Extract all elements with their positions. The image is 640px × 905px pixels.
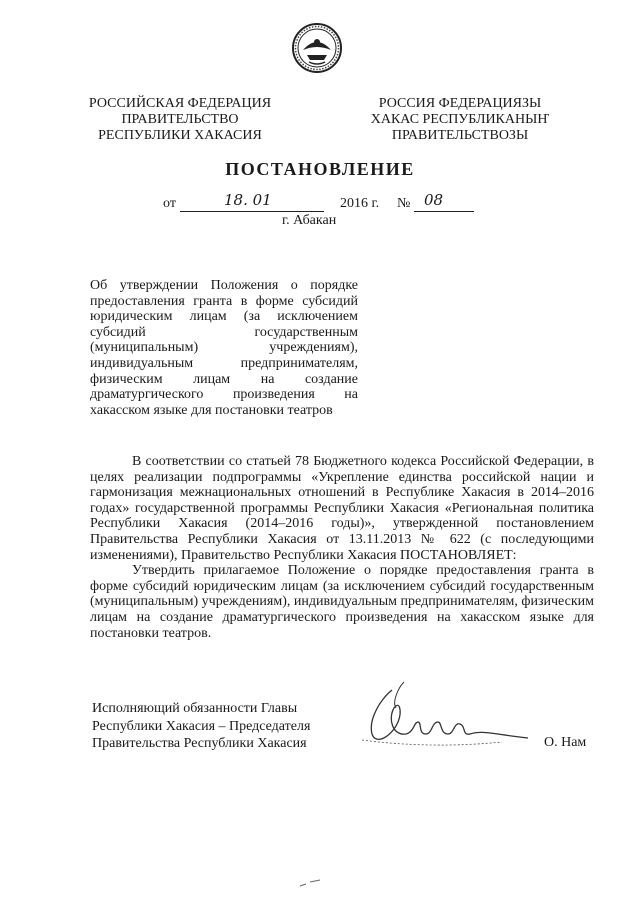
header-left-line: ПРАВИТЕЛЬСТВО <box>121 112 239 127</box>
body-paragraph: Утвердить прилагаемое Положение о порядке предоставления гранта в форме субсидий юридическим лицам (за исключением субсидий государственным (муниципальным) учреждениям), индивидуальным предпринимателям, физическим лицам на создание драматургического произведения на хакасском языке для постановки театров. <box>90 563 594 641</box>
document-title: ПОСТАНОВЛЕНИЕ <box>225 159 415 179</box>
year-label: 2016 г. <box>340 196 380 211</box>
signatory-position <box>92 700 310 753</box>
subject-line: юридическим лицам (за исключением <box>90 309 358 325</box>
date-from-label: от <box>163 196 176 211</box>
signatory-position-line: Правительства Республики Хакасия <box>92 736 307 751</box>
handwritten-signature <box>352 678 532 760</box>
city-label: г. Абакан <box>282 213 337 228</box>
subject-line: драматургического произведения на <box>90 387 358 403</box>
signatory-position-line: Республики Хакасия – Председателя <box>92 718 311 734</box>
body-text <box>90 454 594 641</box>
header-right-line: ПРАВИТЕЛЬСТВОЗЫ <box>391 128 529 143</box>
stray-mark-icon <box>298 876 324 890</box>
emblem-seal-icon <box>291 22 343 74</box>
subject-line: (муниципальным) учреждениям), <box>90 340 358 356</box>
header-left <box>80 96 280 144</box>
subject-line: Об утверждении Положения о порядке <box>90 278 358 293</box>
subject-line: хакасском языке для постановки театров <box>90 402 333 418</box>
header-right-line: РОССИЯ ФЕДЕРАЦИЯЗЫ <box>378 96 542 111</box>
header-left-line: РЕСПУБЛИКИ ХАКАСИЯ <box>98 128 262 143</box>
subject-block <box>90 278 358 418</box>
subject-line: субсидий государственным <box>90 324 358 340</box>
header-left-line: РОССИЙСКАЯ ФЕДЕРАЦИЯ <box>88 96 272 111</box>
number-underline <box>414 193 474 212</box>
subject-line: индивидуальным предпринимателям, <box>90 355 358 371</box>
subject-line: предоставления гранта в форме субсидий <box>90 293 358 309</box>
signatory-name: О. Нам <box>544 735 587 750</box>
header-right <box>360 96 560 144</box>
signatory-position-line: Исполняющий обязанности Главы <box>92 701 298 716</box>
body-paragraph: В соответствии со статьей 78 Бюджетного кодекса Российской Федерации, в целях реализации подпрограммы «Укрепление единства российской нации и гармонизация межнациональных отношений в Республике Хакасия в 2014–2016 годах» государственной программы Республики Хакасия «Региональная политика Республики Хакасия (2014–2016 годы)», утвержденной постановлением Правительства Республики Хакасия от 13.11.2013 № 622 (с последующими изменениями), Правительство Республики Хакасия ПОСТАНОВЛЯЕТ: <box>90 454 594 563</box>
handwritten-number: 08 <box>424 191 444 209</box>
subject-line: физическим лицам на создание <box>90 371 358 387</box>
handwritten-date: 18. 01 <box>224 191 272 209</box>
header-right-line: ХАКАС РЕСПУБЛИКАНЫҤ <box>370 112 550 127</box>
number-label: № <box>397 196 411 211</box>
